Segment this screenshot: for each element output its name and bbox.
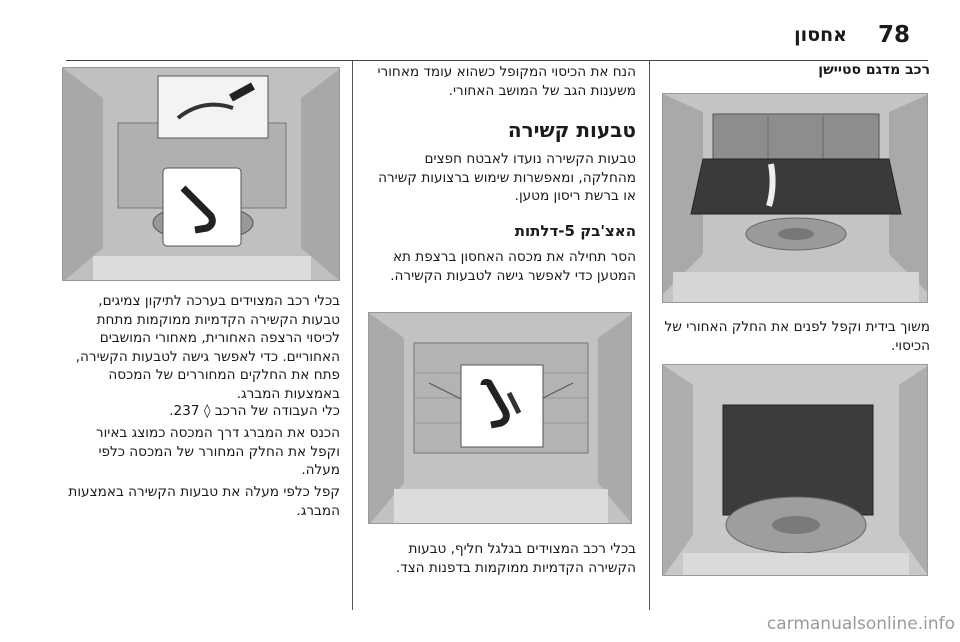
section-title: אחסון [794,24,847,46]
site-watermark: carmanualsonline.info [766,614,955,634]
mid-caption-bottom: בכלי רכב המצוידים בגלגל חליף, טבעות הקשירה הקדמיות ממוקמות בדפנות הצד. [395,541,636,576]
left-para-1-ref: כלי העבודה של הרכב ◊ 237. [169,403,340,419]
column-divider-left [352,60,353,610]
wagon-heading: רכב מדגם סטיישן [818,62,930,78]
repair-kit-figure [62,67,340,281]
left-para-3: קפל כלפי מעלה את טבעות הקשירה באמצעות המברג. [68,484,340,519]
tie-down-heading: טבעות קשירה [507,118,636,142]
left-para-1: בכלי רכב המצוידים בערכה לתיקון צמיגים, טבעות הקשירה הקדמיות ממוקמות מתחת לכיסוי הרצפה האחורית, מאחורי המושבים האחוריים. כדי לאפשר גישה לטבעות הקשירה, פתח את החלקים המחוררים של המכסה באמצעות המברג. [75,293,340,402]
hatchback-rings-figure [368,312,632,524]
wagon-cover-figure [662,93,928,303]
wagon-floor-figure [662,364,928,576]
column-divider-right [649,60,650,610]
wagon-caption-top: משוך בידית וקפל לפנים את החלק האחורי של הכיסוי. [664,319,930,354]
page-header [0,8,960,54]
tie-down-para: טבעות הקשירה נועדו לאבטח חפצים מהחלקה, ומאפשרות שימוש ברצועות קשירה או ברשת ריסון מטען. [378,151,636,204]
header-rule [66,60,928,61]
hatchback-heading: האצ'בק 5-דלתות [514,222,636,240]
left-para-2: הכנס את המברג דרך המכסה כמוצג באיור וקפל את החלק המחורר של המכסה כלפי מעלה. [95,425,340,478]
page-number: 78 [878,22,911,48]
mid-intro: הנח את הכיסוי המקופל כשהוא עומד מאחורי משענות הגב של המושב האחורי. [377,64,636,99]
hatchback-para: הסר תחילה את מכסה האחסון ברצפת תא המטען כדי לאפשר גישה לטבעות הקשירה. [390,249,636,284]
